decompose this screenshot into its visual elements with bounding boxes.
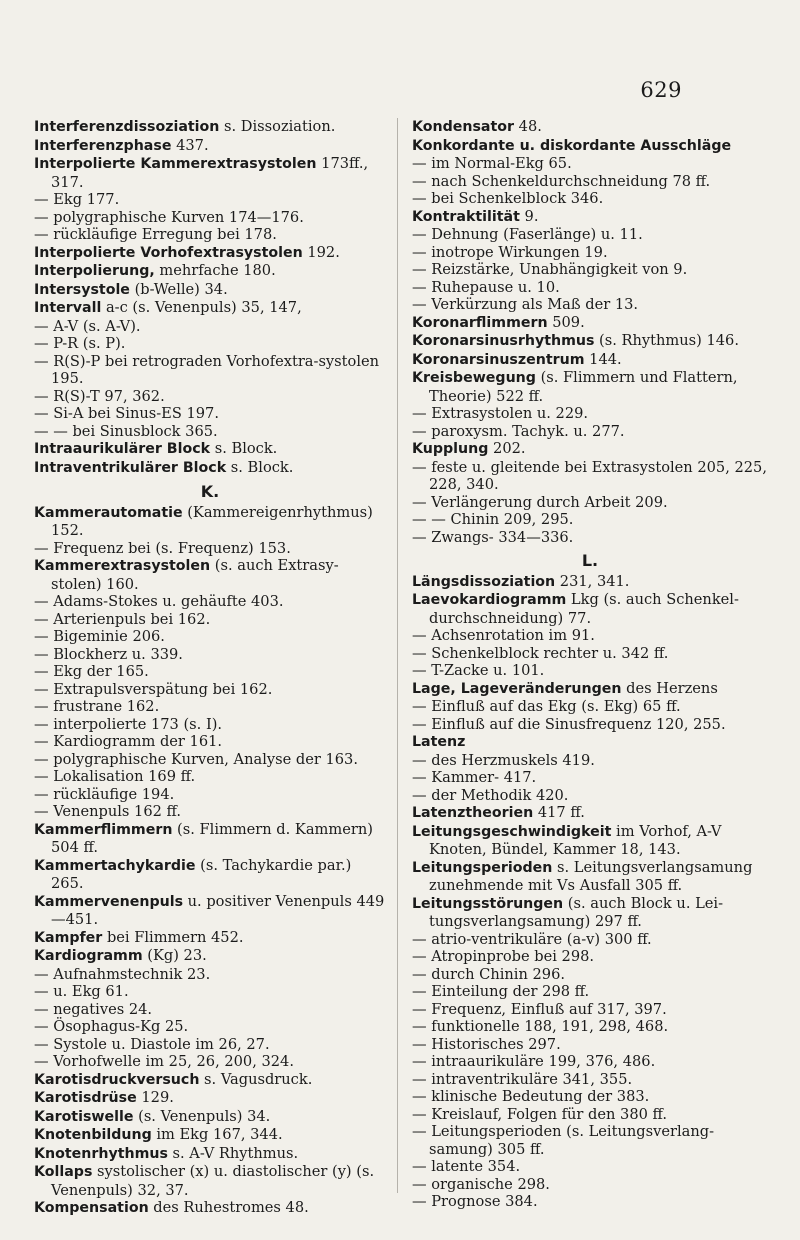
index-entry (34, 1036, 386, 1054)
entry-text: — durch Chinin 296. (412, 965, 565, 983)
entry-text: — Lokalisation 169 ff. (34, 768, 196, 785)
entry-text: — Ösophagus-Kg 25. (34, 1018, 189, 1035)
entry-text: — Achsenrotation im 91. (412, 627, 595, 644)
entry-text: s. Vagusdruck. (199, 1070, 313, 1088)
entry-text: 417 ff. (533, 804, 585, 821)
index-entry (34, 440, 386, 459)
index-entry (34, 646, 386, 664)
entry-text: — feste u. gleitende bei Extrasystolen 205, 225, 228, 340. (412, 458, 767, 493)
entry-headword: Laevokardiogramm (412, 592, 567, 608)
entry-text: — Extrapulsverspätung bei 162. (34, 680, 273, 698)
entry-text: — bei Schenkelblock 346. (412, 190, 604, 207)
index-entry (412, 1106, 768, 1124)
index-entry (412, 1176, 768, 1194)
index-entry (412, 459, 768, 494)
index-entry (34, 857, 386, 893)
entry-text: des Herzens (621, 679, 718, 697)
entry-text: — klinische Bedeutung der 383. (412, 1088, 650, 1105)
index-entry (34, 244, 386, 263)
entry-text: — Einfluß auf die Sinusfrequenz 120, 255. (412, 715, 726, 733)
entry-text: (s. Flimmern und Flattern, Theorie) 522 ff. (429, 369, 738, 405)
index-entry (412, 511, 768, 529)
entry-text: — Blockherz u. 339. (34, 645, 183, 663)
entry-headword: Intraventrikulärer Block (34, 459, 227, 476)
entry-text: — rückläufige Erregung bei 178. (34, 226, 277, 243)
index-entry (34, 299, 386, 318)
index-entry (34, 557, 386, 593)
index-entry (412, 369, 768, 405)
index-entry (412, 279, 768, 297)
index-entry (34, 983, 386, 1001)
entry-text: (s. Venenpuls) 34. (133, 1107, 271, 1125)
index-entry (34, 681, 386, 699)
entry-text: — frustrane 162. (34, 698, 160, 715)
entry-text: — T-Zacke u. 101. (412, 662, 545, 679)
entry-text: — Kreislauf, Folgen für den 380 ff. (412, 1105, 668, 1123)
index-entry (34, 966, 386, 984)
index-entry (34, 191, 386, 209)
entry-text: — Ekg der 165. (34, 663, 149, 680)
entry-text: — nach Schenkeldurchschneidung 78 ff. (412, 172, 711, 190)
entry-text: — latente 354. (412, 1158, 521, 1175)
index-entry (34, 155, 386, 191)
index-entry (34, 768, 386, 786)
index-entry (34, 504, 386, 540)
entry-headword: Kondensator (412, 119, 515, 135)
entry-text: — Verkürzung als Maß der 13. (412, 296, 639, 313)
entry-text: — R(S)-P bei retrograden Vorhofextra-systolen 195. (34, 352, 380, 387)
entry-text: — des Herzmuskels 419. (412, 751, 595, 769)
index-entry (412, 787, 768, 805)
index-entry (34, 335, 386, 353)
index-entry (34, 663, 386, 681)
index-entry (34, 1071, 386, 1090)
index-entry (412, 680, 768, 699)
index-entry (412, 226, 768, 244)
entry-text: — Frequenz, Einfluß auf 317, 397. (412, 1000, 667, 1018)
index-entry (412, 405, 768, 423)
index-entry (412, 716, 768, 734)
entry-text: — intraaurikuläre 199, 376, 486. (412, 1053, 656, 1070)
index-entry (412, 645, 768, 663)
index-entry (412, 244, 768, 262)
entry-text: (s. Flimmern d. Kammern) 504 ff. (51, 820, 373, 856)
index-entry (412, 931, 768, 949)
index-entry (412, 591, 768, 627)
index-entry (412, 823, 768, 859)
entry-text: 509. (547, 313, 585, 331)
entry-text: — Frequenz bei (s. Frequenz) 153. (34, 539, 291, 557)
index-entry (34, 1001, 386, 1019)
index-entry (34, 893, 386, 929)
entry-text: — funktionelle 188, 191, 298, 468. (412, 1018, 669, 1035)
index-entry (34, 1018, 386, 1036)
index-entry (34, 716, 386, 734)
entry-text: im Vorhof, A-V Knoten, Bündel, Kammer 18, 143. (429, 822, 722, 858)
index-entry (34, 1089, 386, 1108)
entry-text: — Verlängerung durch Arbeit 209. (412, 493, 668, 511)
entry-headword: Intraaurikulärer Block (34, 441, 211, 457)
entry-text: — negatives 24. (34, 1000, 153, 1018)
index-entry (34, 1199, 386, 1218)
entry-headword: Leitungsgeschwindigkeit (412, 823, 612, 840)
entry-text: (Kammereigenrhythmus) 152. (51, 503, 373, 539)
index-entry (412, 662, 768, 680)
entry-text: — Schenkelblock rechter u. 342 ff. (412, 644, 669, 662)
index-column-right (412, 118, 768, 1211)
page-number: 629 (640, 78, 682, 102)
entry-headword: Koronarsinusrhythmus (412, 333, 595, 349)
entry-text: s. Block. (226, 458, 294, 476)
entry-text: — Venenpuls 162 ff. (34, 803, 182, 820)
entry-headword: Koronarsinuszentrum (412, 351, 585, 368)
entry-text: s. Block. (210, 440, 278, 457)
index-entry (412, 351, 768, 370)
entry-headword: Kammerflimmern (34, 821, 173, 838)
index-entry (412, 190, 768, 208)
entry-text: — organische 298. (412, 1175, 550, 1193)
index-entry (412, 314, 768, 333)
entry-text: — Historisches 297. (412, 1035, 561, 1053)
index-entry (34, 947, 386, 966)
entry-text: 48. (514, 118, 542, 135)
index-entry (412, 948, 768, 966)
index-entry (34, 137, 386, 156)
index-entry (34, 1053, 386, 1071)
entry-headword: Karotiswelle (34, 1108, 134, 1125)
index-entry (34, 459, 386, 478)
entry-text: mehrfache 180. (154, 262, 276, 279)
index-entry (34, 318, 386, 336)
entry-text: 129. (136, 1089, 174, 1106)
entry-text: — Zwangs- 334—336. (412, 528, 574, 546)
index-entry (412, 261, 768, 279)
index-entry (34, 733, 386, 751)
entry-text: — interpolierte 173 (s. I). (34, 715, 223, 733)
entry-text: — polygraphische Kurven, Analyse der 163. (34, 750, 358, 768)
entry-text: — intraventrikuläre 341, 355. (412, 1070, 633, 1088)
entry-headword: Intersystole (34, 281, 130, 298)
entry-headword: Karotisdruckversuch (34, 1071, 200, 1088)
entry-text: — im Normal-Ekg 65. (412, 155, 572, 172)
entry-text: — Leitungsperioden (s. Leitungsverlang-samung) 305 ff. (412, 1123, 714, 1158)
index-entry (412, 118, 768, 137)
index-column-left (34, 118, 386, 1218)
index-entry (412, 966, 768, 984)
index-entry (412, 733, 768, 752)
index-entry (412, 155, 768, 173)
index-entry (34, 698, 386, 716)
entry-text: (s. Tachykardie par.) 265. (51, 856, 352, 892)
entry-text: 192. (302, 243, 340, 261)
index-entry (412, 1018, 768, 1036)
entry-text: — Ekg 177. (34, 191, 120, 208)
entry-headword: Kammervenenpuls (34, 893, 184, 910)
index-entry (412, 529, 768, 547)
index-entry (34, 1163, 386, 1199)
index-entry (34, 353, 386, 388)
entry-text: (s. Rhythmus) 146. (594, 332, 739, 349)
index-entry (412, 208, 768, 227)
entry-text: — Reizstärke, Unabhängigkeit von 9. (412, 261, 688, 278)
entry-headword: Längsdissoziation (412, 573, 556, 590)
entry-text: — — bei Sinusblock 365. (34, 422, 218, 440)
entry-text: a-c (s. Venenpuls) 35, 147, (101, 299, 302, 316)
entry-text: (s. auch Extrasy-stolen) 160. (51, 557, 339, 593)
index-entry (412, 859, 768, 895)
entry-headword: Kammerextrasystolen (34, 558, 211, 574)
index-entry (412, 1193, 768, 1211)
entry-text: — A-V (s. A-V). (34, 317, 141, 335)
entry-text: — Extrasystolen u. 229. (412, 405, 589, 422)
index-entry (412, 423, 768, 441)
index-entry (412, 1071, 768, 1089)
entry-text: des Ruhestromes 48. (148, 1199, 309, 1216)
index-entry (412, 698, 768, 716)
entry-headword: Lage, Lageveränderungen (412, 680, 622, 697)
entry-text: — Aufnahmstechnik 23. (34, 965, 211, 983)
column-divider (397, 118, 398, 1193)
index-entry (412, 804, 768, 823)
entry-headword: Kupplung (412, 441, 489, 457)
index-entry (34, 226, 386, 244)
index-entry (34, 423, 386, 441)
entry-headword: Leitungsstörungen (412, 895, 564, 912)
index-entry (34, 405, 386, 423)
index-entry (34, 1126, 386, 1145)
entry-text: 144. (584, 350, 622, 368)
index-entry (412, 769, 768, 787)
entry-headword: Interferenzdissoziation (34, 119, 220, 135)
entry-headword: Kontraktilität (412, 208, 520, 225)
entry-text: 437. (171, 136, 209, 154)
index-entry (34, 388, 386, 406)
entry-text: s. Dissoziation. (219, 118, 336, 135)
entry-text: — Kammer- 417. (412, 769, 537, 786)
entry-headword: Kammertachykardie (34, 857, 196, 874)
entry-text: — Prognose 384. (412, 1193, 538, 1210)
entry-text: — Vorhofwelle im 25, 26, 200, 324. (34, 1053, 294, 1070)
index-entry (34, 821, 386, 857)
entry-text: — paroxysm. Tachyk. u. 277. (412, 422, 625, 440)
entry-text: (s. auch Block u. Lei-tungsverlangsamung) 297 ff. (429, 894, 724, 930)
entry-text: Lkg (s. auch Schenkel-durchschneidung) 77. (429, 591, 739, 627)
entry-text: 202. (488, 440, 526, 457)
entry-text: — — Chinin 209, 295. (412, 511, 574, 528)
entry-text: — Adams-Stokes u. gehäufte 403. (34, 593, 284, 610)
entry-text: — Bigeminie 206. (34, 628, 165, 645)
index-entry (34, 1108, 386, 1127)
entry-text: — Ruhepause u. 10. (412, 278, 560, 296)
index-entry (34, 593, 386, 611)
index-entry (412, 1088, 768, 1106)
entry-text: im Ekg 167, 344. (151, 1126, 283, 1143)
index-entry (34, 786, 386, 804)
entry-headword: Interpolierung, (34, 263, 155, 279)
entry-text: — atrio-ventrikuläre (a-v) 300 ff. (412, 930, 652, 948)
index-entry (34, 1145, 386, 1164)
index-entry (412, 895, 768, 931)
entry-headword: Kollaps (34, 1164, 93, 1180)
entry-headword: Interpolierte Vorhofextrasystolen (34, 244, 303, 261)
entry-text: — Einfluß auf das Ekg (s. Ekg) 65 ff. (412, 698, 681, 715)
entry-text: — Dehnung (Faserlänge) u. 11. (412, 226, 643, 243)
index-entry (34, 262, 386, 281)
entry-headword: Koronarflimmern (412, 314, 548, 331)
entry-text: — R(S)-T 97, 362. (34, 387, 165, 405)
entry-headword: Interpolierte Kammerextrasystolen (34, 156, 317, 172)
entry-text: (b-Welle) 34. (129, 280, 228, 298)
index-entry (412, 627, 768, 645)
entry-headword: Leitungsperioden (412, 859, 553, 876)
entry-text: 173ff., 317. (51, 155, 369, 191)
index-entry (412, 173, 768, 191)
entry-headword: Kreisbewegung (412, 370, 536, 386)
entry-text: bei Flimmern 452. (102, 928, 244, 946)
index-entry (34, 611, 386, 629)
entry-headword: Kampfer (34, 929, 103, 946)
index-entry (412, 1123, 768, 1158)
entry-headword: Kammerautomatie (34, 504, 183, 521)
section-letter: K. (200, 482, 220, 501)
entry-text: s. Leitungsverlangsamung zunehmende mit Vs Ausfall 305 ff. (429, 858, 753, 894)
entry-text: — Systole u. Diastole im 26, 27. (34, 1035, 270, 1053)
index-entry (34, 803, 386, 821)
entry-headword: Knotenbildung (34, 1127, 152, 1143)
index-entry (412, 1001, 768, 1019)
index-entry (412, 332, 768, 351)
index-entry (412, 1158, 768, 1176)
index-entry (412, 440, 768, 459)
index-entry (412, 752, 768, 770)
entry-text: — Einteilung der 298 ff. (412, 983, 590, 1000)
entry-text: — Kardiogramm der 161. (34, 733, 223, 750)
index-entry (412, 137, 768, 156)
index-entry (412, 1036, 768, 1054)
entry-text: — inotrope Wirkungen 19. (412, 243, 608, 261)
entry-headword: Kardiogramm (34, 948, 143, 964)
index-entry (412, 573, 768, 592)
entry-text: — P-R (s. P). (34, 335, 126, 352)
entry-headword: Interferenzphase (34, 137, 172, 154)
entry-text: 231, 341. (555, 572, 630, 590)
entry-headword: Konkordante u. diskordante Ausschläge (412, 137, 732, 154)
entry-headword: Kompensation (34, 1200, 149, 1216)
entry-text: — Si-A bei Sinus-ES 197. (34, 405, 219, 422)
entry-headword: Intervall (34, 300, 102, 316)
entry-text: — Arterienpuls bei 162. (34, 610, 211, 628)
entry-text: — u. Ekg 61. (34, 983, 129, 1000)
index-entry (34, 628, 386, 646)
index-entry (34, 118, 386, 137)
index-entry (412, 1053, 768, 1071)
entry-text: 9. (519, 207, 539, 225)
entry-text: s. A-V Rhythmus. (167, 1144, 299, 1162)
entry-headword: Latenztheorien (412, 805, 534, 821)
index-entry (34, 929, 386, 948)
section-letter: L. (581, 551, 599, 570)
entry-text: — der Methodik 420. (412, 786, 569, 804)
entry-text: — polygraphische Kurven 174—176. (34, 208, 304, 226)
entry-headword: Knotenrhythmus (34, 1145, 168, 1162)
index-entry (34, 540, 386, 558)
entry-text: systolischer (x) u. diastolischer (y) (s. Venenpuls) 32, 37. (51, 1163, 375, 1199)
index-entry (34, 751, 386, 769)
index-entry (412, 296, 768, 314)
entry-text: (Kg) 23. (142, 947, 207, 964)
index-entry (34, 281, 386, 300)
entry-text: — rückläufige 194. (34, 785, 175, 803)
index-entry (412, 983, 768, 1001)
entry-text: — Atropinprobe bei 298. (412, 948, 595, 965)
index-entry (34, 209, 386, 227)
entry-text: u. positiver Venenpuls 449—451. (51, 892, 385, 928)
entry-headword: Karotisdrüse (34, 1090, 137, 1106)
entry-headword: Latenz (412, 734, 466, 750)
index-entry (412, 494, 768, 512)
